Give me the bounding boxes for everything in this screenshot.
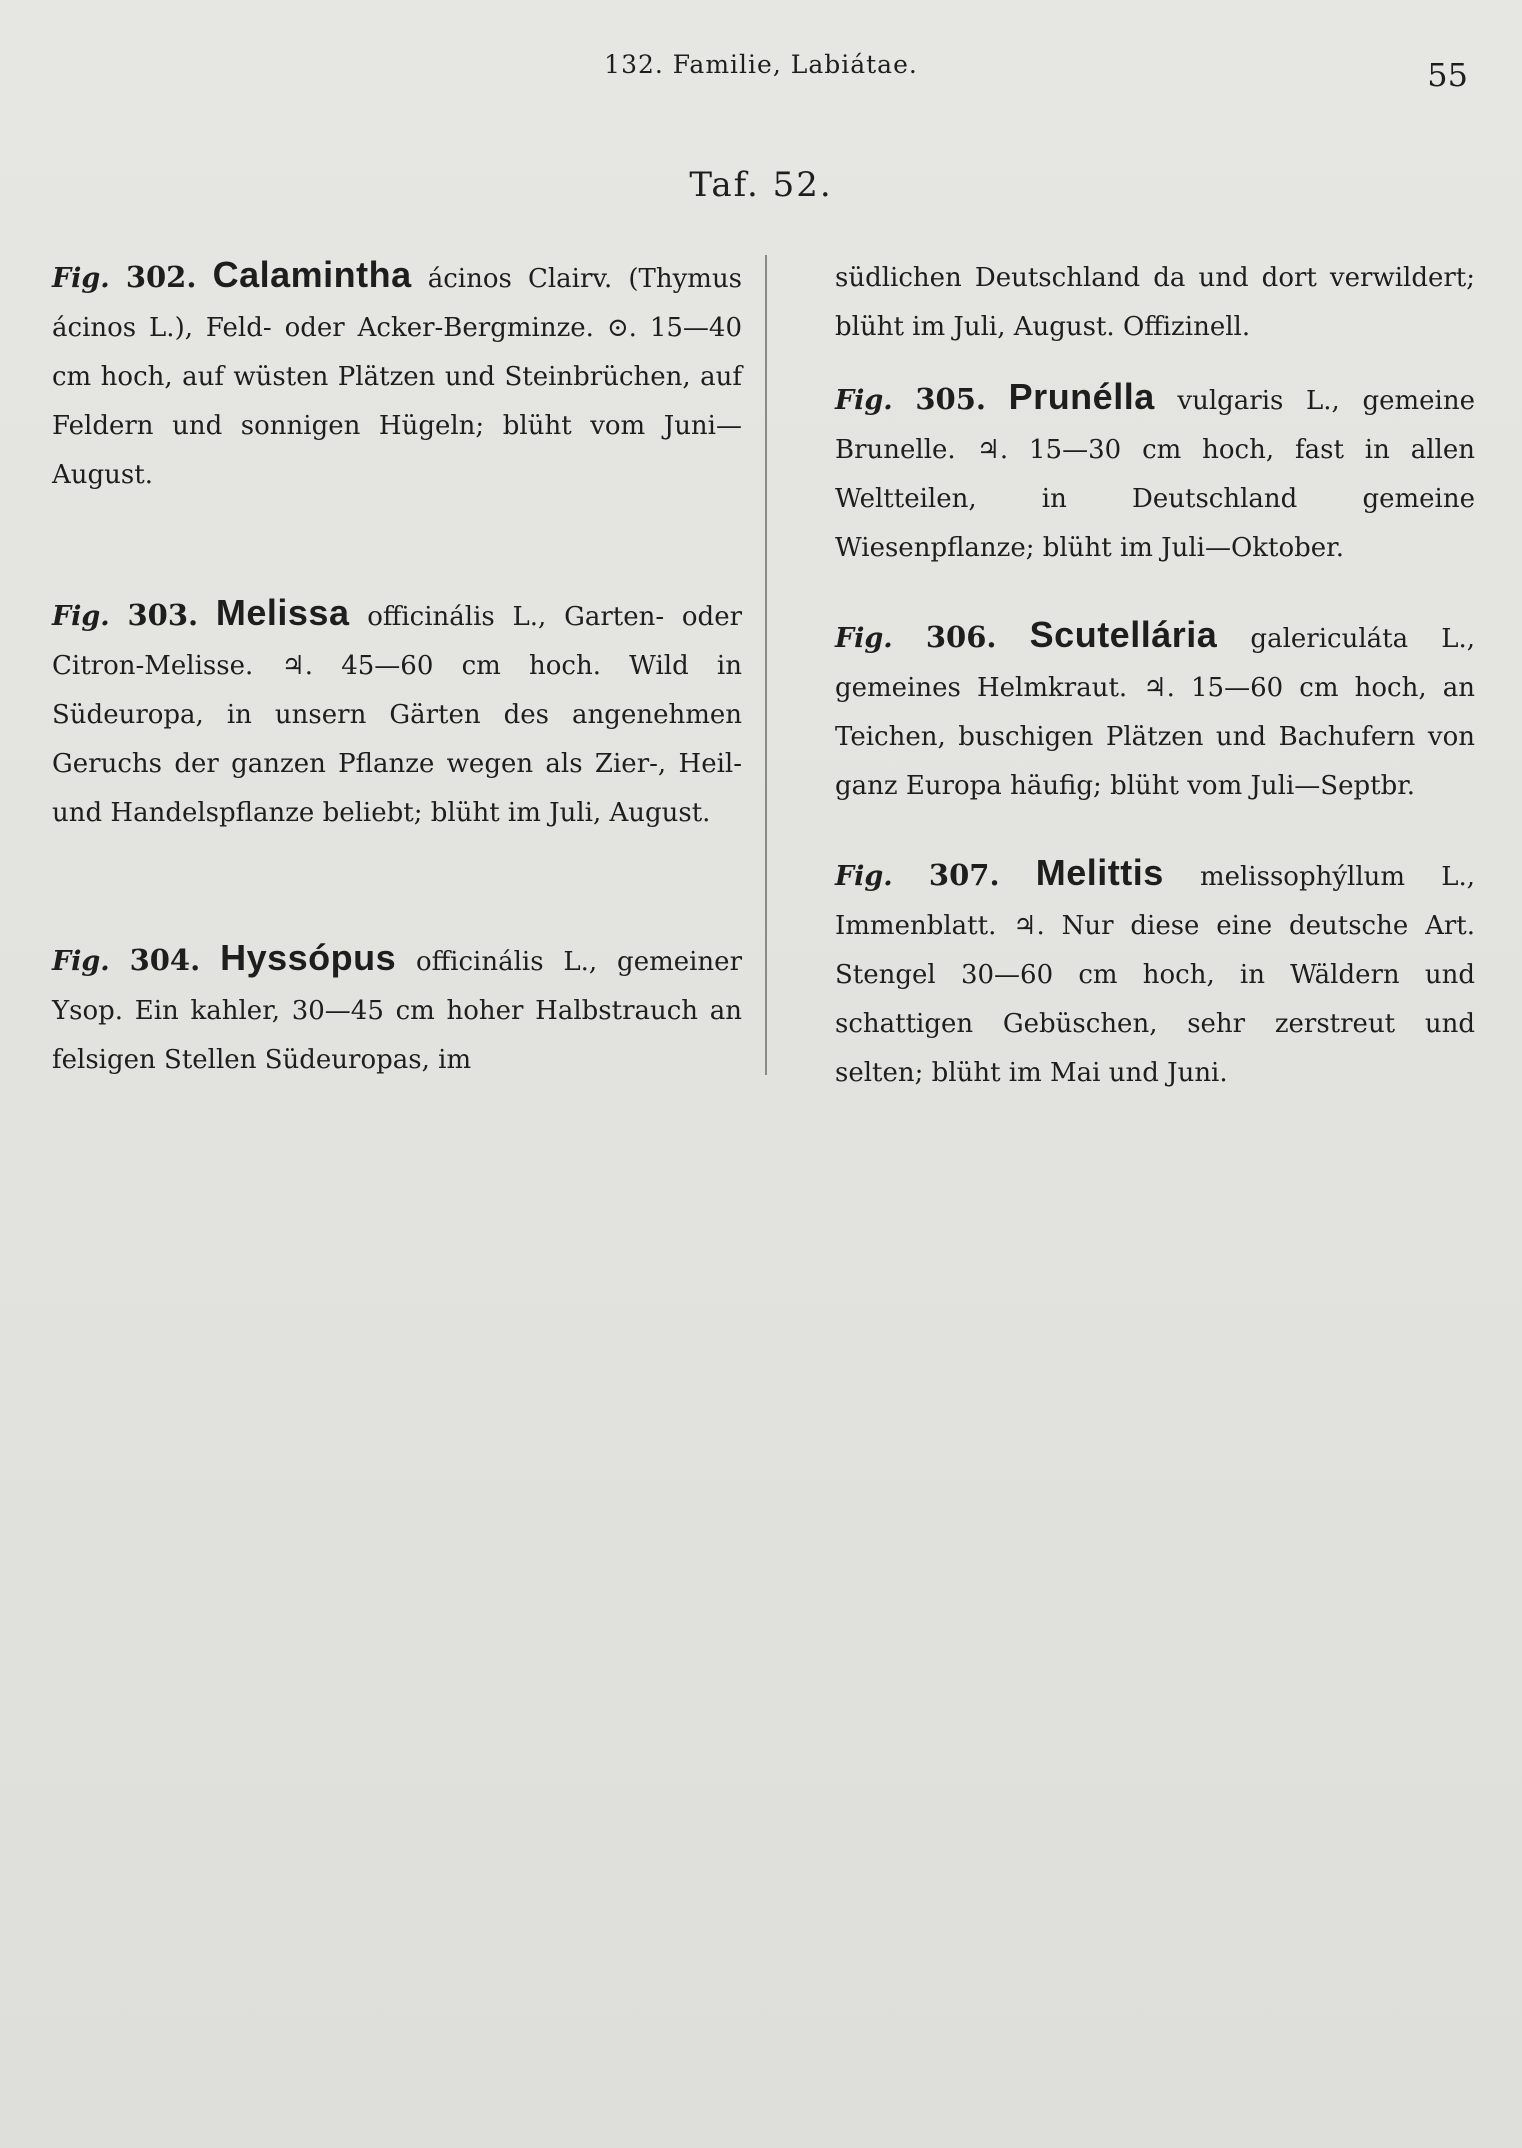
entry-fig-305 xyxy=(835,372,1475,573)
entry-fig-302 xyxy=(52,250,742,500)
left-column xyxy=(52,250,742,1085)
fig-label: Fig. xyxy=(52,601,110,632)
entry-paragraph xyxy=(835,372,1475,573)
entry-fig-303 xyxy=(52,588,742,838)
entry-text: melissophýllum L., Immenblatt. ♃. Nur diese eine deutsche Art. Stengel 30—60 cm hoch, in Wäldern und schattigen Gebüschen, sehr zerstreut und selten; blüht im Mai und Juni. xyxy=(835,862,1476,1088)
genus-name: Hyssópus xyxy=(220,937,397,978)
entry-paragraph xyxy=(52,933,742,1085)
genus-name: Melittis xyxy=(1035,852,1164,893)
entry-text: ácinos Clairv. (Thymus ácinos L.), Feld- oder Acker-Bergminze. ⊙. 15—40 cm hoch, auf wüsten Plätzen und Steinbrüchen, auf Feldern und sonnigen Hügeln; blüht vom Juni—August. xyxy=(52,264,743,490)
genus-name: Scutellária xyxy=(1029,614,1218,655)
entry-text: vulgaris L., gemeine Brunelle. ♃. 15—30 cm hoch, fast in allen Weltteilen, in Deutschland gemeine Wiesenpflanze; blüht im Juli—Oktober. xyxy=(835,386,1475,563)
right-column xyxy=(835,254,1475,1098)
entry-paragraph xyxy=(835,848,1475,1098)
fig-number: 305. xyxy=(915,382,987,416)
fig-label: Fig. xyxy=(835,385,893,416)
genus-name: Calamintha xyxy=(212,254,412,295)
entry-text: officinális L., gemeiner Ysop. Ein kahler, 30—45 cm hoher Halbstrauch an felsigen Stellen Südeuropas, im xyxy=(52,947,742,1075)
fig-number: 306. xyxy=(925,620,997,654)
fig-number: 304. xyxy=(129,943,201,977)
plate-title: Taf. 52. xyxy=(689,165,833,205)
continuation-text: südlichen Deutschland da und dort verwildert; blüht im Juli, August. Offizinell. xyxy=(835,263,1475,342)
fig-label: Fig. xyxy=(52,263,110,294)
entry-fig-304 xyxy=(52,933,742,1085)
running-head: 132. Familie, Labiátae. xyxy=(604,50,918,79)
entry-paragraph xyxy=(835,610,1475,811)
genus-name: Prunélla xyxy=(1008,376,1155,417)
entry-paragraph xyxy=(52,250,742,500)
entry-fig-307 xyxy=(835,848,1475,1098)
entry-paragraph xyxy=(52,588,742,838)
page-number: 55 xyxy=(1427,56,1468,94)
column-rule xyxy=(765,255,767,1075)
fig-number: 307. xyxy=(928,858,1000,892)
entry-fig-306 xyxy=(835,610,1475,811)
fig-number: 302. xyxy=(125,260,197,294)
genus-name: Melissa xyxy=(215,592,350,633)
fig-label: Fig. xyxy=(835,861,893,892)
entry-text: officinális L., Garten- oder Citron-Melisse. ♃. 45—60 cm hoch. Wild in Südeuropa, in unsern Gärten des angenehmen Geruchs der ganzen Pflanze wegen als Zier-, Heil- und Handelspflanze beliebt; blüht im Juli, August. xyxy=(52,602,743,828)
entry-text: galericuláta L., gemeines Helmkraut. ♃. 15—60 cm hoch, an Teichen, buschigen Plätzen und Bachufern von ganz Europa häufig; blüht vom Juli—Septbr. xyxy=(835,624,1476,801)
fig-label: Fig. xyxy=(835,623,893,654)
fig-label: Fig. xyxy=(52,946,110,977)
fig-number: 303. xyxy=(127,598,199,632)
